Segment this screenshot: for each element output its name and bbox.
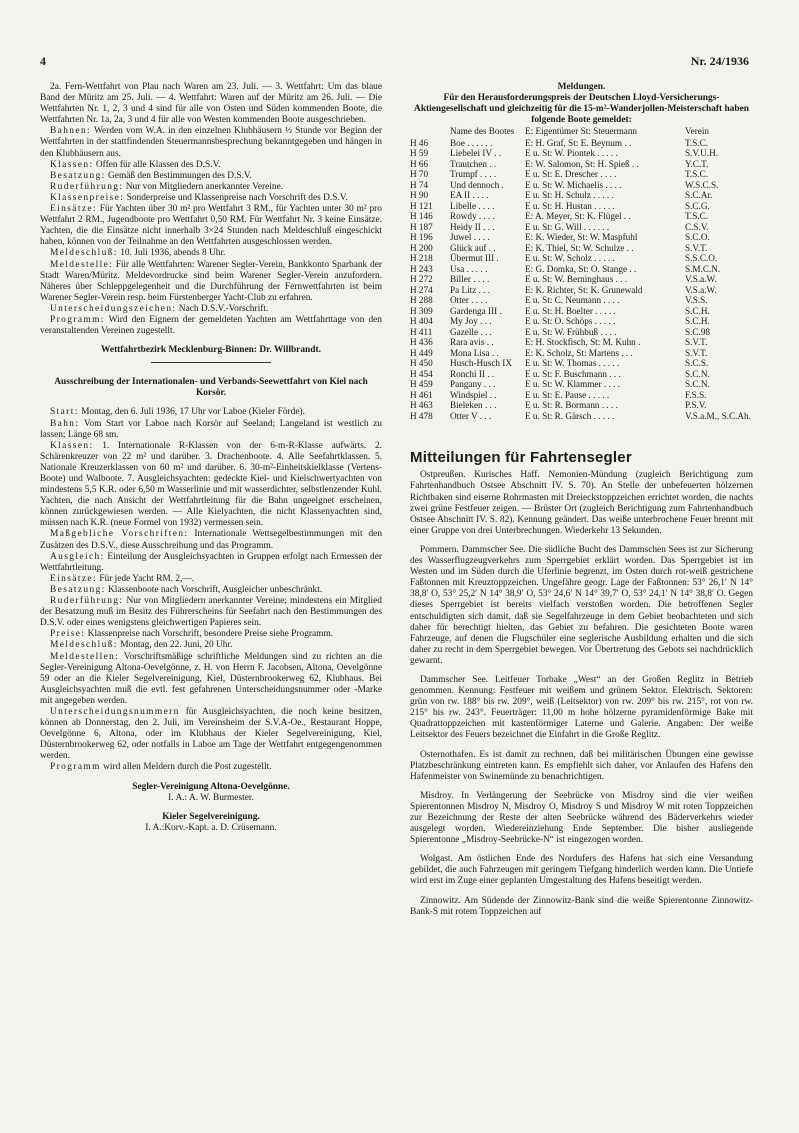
rule-item — [40, 552, 382, 574]
entry-row — [410, 411, 753, 422]
boat-name: Mona Lisa . . — [450, 347, 499, 358]
boat-name: Heidy II . . . — [450, 221, 495, 232]
rule-item — [40, 441, 382, 530]
rule-term: Bahn: — [50, 418, 80, 429]
rule-text: Vorschriftsmäßige schriftliche Meldungen sind zu richten an die Segler-Vereinigung Altona-Oevelgönne, z. H. von Herrn F. Jacobsen, Altona, Oevelgönne 59 oder an die Kieler Segelvereinigung, Kiel, Düsternbrookerweg 62, Klubhaus. Bei Ausgleichsyachten muß die evtl. fest gefahrenen Unterscheidungsnummer oder -Marke mit angegeben werden. — [40, 651, 382, 706]
crew: E u. St: R. Bormann . . . . — [525, 400, 618, 411]
rule-item — [40, 652, 382, 707]
rule-text: Offen für alle Klassen des D.S.V. — [93, 159, 221, 170]
boat-name: Biller . . . . — [450, 274, 490, 285]
club: S.S.C.O. — [685, 253, 718, 264]
rule-term: Unterscheidungszeichen: — [50, 303, 177, 314]
sail-number: H 436 — [410, 337, 433, 348]
kiel-title: Ausschreibung der Internationalen- und Verbands-Seewettfahrt von Kiel nach Korsör. — [54, 377, 368, 399]
club: Y.C.T. — [685, 158, 709, 169]
crew: E: H. Stockfisch, St: M. Kuhn . — [525, 337, 641, 348]
entry-row — [410, 232, 753, 243]
rule-text: Nach D.S.V.-Vorschrift. — [176, 303, 269, 314]
sail-number: H 404 — [410, 316, 433, 327]
rule-term: Unterscheidungsnummern — [50, 706, 180, 717]
boat-name: Otter V . . . — [450, 410, 492, 421]
rule-item — [40, 574, 382, 585]
club: C.S.V. — [685, 221, 709, 232]
rule-term: Einsätze: — [50, 204, 97, 215]
crew: E u. St: W. Berninghaus . . . — [525, 274, 628, 285]
entry-row — [410, 159, 753, 170]
crew: E: K. Wieder, St: W. Maspfuhl — [525, 232, 638, 243]
rule-item — [40, 182, 382, 193]
crew: E u. St: R. Gärsch . . . . . — [525, 410, 615, 421]
sail-number: H 272 — [410, 274, 433, 285]
rule-text: Montag, den 22. Juni, 20 Uhr. — [117, 640, 233, 651]
club: S.C.H. — [685, 305, 710, 316]
regatta-rules-2 — [40, 407, 382, 773]
boat-name: Otter . . . . — [450, 295, 488, 306]
rule-term: Klassen: — [50, 440, 94, 451]
sail-number: H 463 — [410, 400, 433, 411]
entry-row — [410, 390, 753, 401]
rule-term: Bahnen: — [50, 126, 92, 137]
crew: E: G. Domka, St: O. Stange . . — [525, 263, 637, 274]
entry-row — [410, 264, 753, 275]
meldungen-intro: Für den Herausforderungspreis der Deutschen Lloyd-Versicherungs-Aktiengesellschaft und gleichzeitig für die 15-m²-Wanderjollen-Meisterschaft haben folgende Boote gemeldet: — [414, 93, 749, 126]
entry-row — [410, 243, 753, 254]
rule-text: Klassenpreise nach Vorschrift, besondere Preise siehe Programm. — [85, 629, 334, 640]
entry-row — [410, 295, 753, 306]
crew: E: H. Graf, St: E. Beynum . . — [525, 137, 632, 148]
rule-text: Vom Start vor Laboe nach Korsör auf Seeland; Langeland ist westlich zu lassen; Länge 68 sm. — [40, 418, 382, 440]
entry-row — [410, 327, 753, 338]
sail-number: H 74 — [410, 179, 429, 190]
rule-item — [40, 585, 382, 596]
boat-name: Gazelle . . . — [450, 326, 492, 337]
signature-name-2: I. A.:Korv.-Kapt. a. D. Crüsemann. — [145, 822, 277, 833]
crew: E: K. Thiel, St: W. Schulze . . — [525, 242, 634, 253]
notice-wolgast: Wolgast. Am östlichen Ende des Nordufers des Hafens hat sich eine Versandung gebildet, die auch Fahrzeugen mit geringem Tiefgang hinderlich werden kann. Die Untiefe wird erst im Zuge einer geplanten Umgestaltung des Hafens beseitigt werden. — [410, 854, 753, 887]
club: P.S.V. — [685, 400, 707, 411]
rule-term: Meldeschluß: — [50, 248, 118, 259]
rule-text: Gemäß den Bestimmungen des D.S.V. — [105, 170, 252, 181]
rule-text: Klassenboote nach Vorschrift, Ausgleicher unbeschränkt. — [105, 584, 323, 595]
rule-item — [40, 419, 382, 441]
entry-row — [410, 358, 753, 369]
boat-name: Husch-Husch IX — [450, 358, 513, 369]
club: T.S.C. — [685, 211, 709, 222]
crew: E u. St: G. Will . . . . . . — [525, 221, 610, 232]
boat-name: Libelle . . . . — [450, 200, 495, 211]
club: S.C.Ar. — [685, 190, 713, 201]
rule-text: 1. Internationale R-Klassen von der 6-m-R-Klasse aufwärts. 2. Schärenkreuzer von 22 m² und darüber. 3. Drachenboote. 4. Alle Seefahrtklassen. 5. Nationale Kreuzerklassen von 60 m² und darüber. 6. 30-m²-Einheitskielklasse (Vertens-Boote) und Walboote. 7. Ausgleichsyachten: gedeckte Kiel- und Kielschwertyachten von mindestens 5,5 K.R. oder 6,50 m Wasserlinie und mit wasserdichter, selbstlenzender Kuhl. Yachten, die nach Ansicht der Wettfahrtleitung für die Bahn ungeeignet erscheinen, können zurückgewiesen werden. — Alle Kielyachten, die nicht Klassenyachten sind, müssen nach K.R. (neue Formel von 1932) vermessen sein. — [40, 440, 382, 529]
entry-row — [410, 306, 753, 317]
sail-number: H 59 — [410, 148, 429, 159]
crew: E u. St: E. Pause . . . . . — [525, 389, 610, 400]
crew: E u. St: H. Schulz . . . . . — [525, 190, 614, 201]
boat-name: Rowdy . . . . — [450, 211, 495, 222]
sail-number: H 288 — [410, 295, 433, 306]
rule-text: 10. Juli 1936, abends 8 Uhr. — [117, 248, 226, 259]
rule-term: Ausgleich: — [50, 551, 105, 562]
crew: E u. St: W. Thomas . . . . . — [525, 358, 620, 369]
sail-number: H 243 — [410, 263, 433, 274]
rule-term: Besatzung: — [50, 584, 106, 595]
crew: E: K. Richter, St: K. Grunewald — [525, 284, 643, 295]
rule-term: Meldestellen: — [50, 651, 120, 662]
club: S.V.T. — [685, 337, 708, 348]
entry-row — [410, 169, 753, 180]
crew: E u. St: W. Klammer . . . . — [525, 379, 620, 390]
rule-item — [40, 629, 382, 640]
rule-item — [40, 160, 382, 171]
entry-row — [410, 316, 753, 327]
sail-number: H 274 — [410, 284, 433, 295]
rule-item — [40, 304, 382, 315]
crew: E u. St: W. Piontek . . . . . — [525, 148, 618, 159]
sail-number: H 121 — [410, 200, 433, 211]
entry-row — [410, 348, 753, 359]
rule-term: Meldeschluß: — [50, 640, 118, 651]
sail-number: H 46 — [410, 137, 429, 148]
notice-zinnowitz: Zinnowitz. Am Südende der Zinnowitz-Bank sind die weiße Spierentonne Zinnowitz-Bank-S mit rotem Toppzeichen auf — [410, 895, 753, 917]
club: S.C.O. — [685, 232, 710, 243]
rule-item — [40, 596, 382, 629]
rule-text: wird allen Meldern durch die Post zugestellt. — [100, 762, 272, 773]
signature-org-2: Kieler Segelvereinigung. — [162, 811, 260, 822]
signature-org-1: Segler-Vereinigung Altona-Oevelgönne. — [132, 781, 290, 792]
boat-name: Usa . . . . . — [450, 263, 488, 274]
sail-number: H 478 — [410, 410, 433, 421]
rule-term: Meldestelle: — [50, 259, 114, 270]
rule-term: Programm — [50, 762, 101, 773]
rule-term: Ruderführung: — [50, 181, 124, 192]
crew: E u. St: H. Hustan . . . . . — [525, 200, 615, 211]
district-line: Wettfahrtbezirk Mecklenburg-Binnen: Dr. Willbrandt. — [101, 345, 321, 356]
boat-name: Und dennoch . — [450, 179, 504, 190]
boat-name: Juwel . . . . — [450, 232, 490, 243]
sail-number: H 461 — [410, 389, 433, 400]
rule-item — [40, 762, 382, 773]
club: S.C.98 — [685, 326, 711, 337]
club: S.C.S. — [685, 358, 709, 369]
club: S.V.T. — [685, 347, 708, 358]
club: S.V.T. — [685, 242, 708, 253]
boat-name: Boe . . . . . . — [450, 137, 493, 148]
sail-number: H 146 — [410, 211, 433, 222]
club: S.C.G. — [685, 200, 710, 211]
crew: E u. St: W. Michaelis . . . . — [525, 179, 622, 190]
club: V.S.a.W. — [685, 284, 717, 295]
entries-table — [410, 126, 753, 421]
rule-text: Für jede Yacht RM. 2,—. — [96, 573, 195, 584]
rule-item — [40, 315, 382, 337]
rule-term: Ruderführung: — [50, 596, 124, 607]
notice-dammscher-see: Dammscher See. Leitfeuer Torbake „West“ an der Großen Reglitz in Betrieb genommen. Kennung: Festfeuer mit weißem und grünem Sektor. Elektrisch. Sektoren: grün von rw. 188° bis rw. 209°, weiß (Leitsektor) von rw. 209° bis rw. 215°, rot von rw. 215° bis rw. 243°. Feuerträger: 11,00 m hohe hölzerne pyramidenförmige Bake mit Quadrattoppzeichen mit kastenförmiger Laterne und Galerie. Angaben: Der weiße Leitsektor des Feuers bezeichnet die Einfahrt in die Große Reglitz. — [410, 674, 753, 741]
sail-number: H 90 — [410, 190, 429, 201]
rule-term: Besatzung: — [50, 170, 106, 181]
club: V.S.S. — [685, 295, 708, 306]
boat-name: My Joy . . . — [450, 316, 492, 327]
club: W.S.C.S. — [685, 179, 719, 190]
entry-row — [410, 285, 753, 296]
crew: E u. St: O. Schöps . . . . . — [525, 316, 616, 327]
rule-item — [40, 248, 382, 259]
rule-term: Programm: — [50, 314, 105, 325]
right-column — [410, 82, 753, 918]
boat-name: Gardenga III . — [450, 305, 502, 316]
crew: E u. St: W. Frühbuß . . . . — [525, 326, 617, 337]
rule-item — [40, 204, 382, 248]
sail-number: H 187 — [410, 221, 433, 232]
entry-row — [410, 379, 753, 390]
boat-name: Liebelei IV . . — [450, 148, 502, 159]
boat-name: Ronchi II . . — [450, 368, 495, 379]
notice-ostpreussen: Ostpreußen. Kurisches Haff. Nemonien-Mündung (zugleich Berichtigung zum Fahrtenhandbuch Ostsee Abschnitt IV. S. 70). An Stelle der unbefeuerten hölzernen Richtbaken sind eiserne Rohrmasten mit Dreieckstoppzeichen errichtet worden, die nachts zwei grüne Festfeuer zeigen. — Brüster Ort (zugleich Berichtigung zum Fahrtenhandbuch Ostsee Abschnitt IV. S. 82). Kennung geändert. Das weiße unterbrochene Feuer brennt mit einer Gruppe von drei Unterbrechungen. Wiederkehr 13 Sekunden. — [410, 470, 753, 536]
rule-item — [40, 171, 382, 182]
club: T.S.C. — [685, 137, 709, 148]
sail-number: H 218 — [410, 253, 433, 264]
rule-term: Klassen: — [50, 159, 94, 170]
entry-row — [410, 211, 753, 222]
crew: E: A. Meyer, St: K. Flügel . . — [525, 211, 631, 222]
sail-number: H 70 — [410, 169, 429, 180]
crew: E u. St: C. Neumann . . . . — [525, 295, 620, 306]
rule-term: Maßgebliche Vorschriften: — [50, 529, 189, 540]
crew: E u. St: E. Drescher . . . . — [525, 169, 617, 180]
crew: E: W. Salomon, St: H. Spieß . . — [525, 158, 639, 169]
notice-osternothafen: Osternothafen. Es ist damit zu rechnen, daß bei militärischen Übungen eine gewisse Platzbeschränkung eintreten kann. Es empfiehlt sich daher, vor Anlaufen des Hafens den Hafenmeister von Swinemünde zu benachrichtigen. — [410, 749, 753, 782]
rule-item — [40, 407, 382, 418]
col-header-crew: E: Eigentümer St: Steuermann — [525, 126, 638, 137]
entry-row — [410, 222, 753, 233]
rule-item — [40, 529, 382, 551]
club: T.S.C. — [685, 169, 709, 180]
signature-name-1: I. A.: A. W. Burmester. — [168, 792, 254, 803]
crew: E u. St: W. Scholz . . . . . — [525, 253, 615, 264]
rule-text: Nur von Mitgliedern anerkannter Vereine. — [123, 181, 284, 192]
entry-row — [410, 337, 753, 348]
boat-name: Pangany . . . — [450, 379, 496, 390]
rule-item — [40, 707, 382, 762]
rule-text: Montag, den 6. Juli 1936, 17 Uhr vor Laboe (Kieler Förde). — [78, 407, 305, 418]
notice-misdroy: Misdroy. In Verlängerung der Seebrücke von Misdroy sind die vier weißen Spierentonnen Misdroy N, Misdroy O, Misdroy S und Misdroy W mit roten Toppzeichen zur Bezeichnung der Reste der alten Seebrücke während des Bäderverkehrs wieder ausgelegt worden. Wiedereinziehung Ende September. Die bisher ausliegende Spierentonne „Misdroy-Seebrücke-N“ ist eingezogen worden. — [410, 790, 753, 846]
notice-pommern: Pommern. Dammscher See. Die südliche Bucht des Dammschen Sees ist zur Sicherung des Wasserflugzeugverkehrs zum Sperrgebiet erklärt worden. Das Sperrgebiet ist im Westen und im Süden durch die Uferlinie begrenzt, im Osten durch rot-weiß gestrichene Faßtonnen mit Kreuztoppzeichen. Ungefähre geogr. Lage der Faßtonnen: 53° 26,1′ N 14° 38,8′ O, 53° 25,2′ N 14° 38,9′ O, 53° 24,6′ N 14° 39,7′ O, 53° 24,1′ N 14° 38,8′ O. Gegen dieses Sperrgebiet ist bereits vielfach verstoßen worden. Die betroffenen Segler entschuldigten sich damit, daß sie Segelfahrzeuge in dem Gebiet beobachteten und sich daher für berechtigt hielten, das Gebiet zu befahren. Die gesichteten Boote waren Fahrzeuge, auf denen die Flugschüler eine seglerische Ausbildung erhalten und die sich daher zu recht in dem Sperrgebiet bewegen. Vor Übertretung des Gebots sei nachdrücklich gewarnt. — [410, 544, 753, 666]
rule-item — [40, 126, 382, 159]
crew: E u. St: F. Buschmann . . . — [525, 368, 621, 379]
crew: E: K. Scholz, St: Martens . . . — [525, 347, 633, 358]
entry-row — [410, 201, 753, 212]
sail-number: H 200 — [410, 242, 433, 253]
rule-text: für Ausgleichsyachten, die noch keine besitzen, können ab Donnerstag, den 2. Juli, im Vereinsheim der S.V.A-Oe., Restaurant Hoppe, Oevelgönne 6, Altona, oder im Klubhaus der Kieler Segelvereinigung, Kiel, Düsternbrookerweg 62, oder notfalls in Laboe am Tage der Wettfahrt entgegengenommen werden. — [40, 706, 382, 762]
sail-number: H 454 — [410, 368, 433, 379]
club: S.C.N. — [685, 368, 710, 379]
entry-row — [410, 400, 753, 411]
rule-term: Start: — [50, 407, 79, 418]
meldungen-title: Meldungen. — [557, 82, 606, 92]
crew: E u. St: H. Boelter . . . . . — [525, 305, 616, 316]
rule-item — [40, 260, 382, 304]
divider — [151, 362, 271, 363]
boat-name: Glück auf . . — [450, 242, 496, 253]
club: S.M.C.N. — [685, 263, 721, 274]
sail-number: H 196 — [410, 232, 433, 243]
col-header-club: Verein — [685, 126, 709, 137]
rule-term: Einsätze: — [50, 573, 97, 584]
boat-name: Pa Litz . . . — [450, 284, 491, 295]
section-title: Mitteilungen für Fahrtensegler — [410, 449, 632, 467]
rule-text: Für Yachten über 30 m² pro Wettfahrt 3 RM., für Yachten unter 30 m² pro Wettfahrt 2 RM., Jugendboote pro Wettfahrt 0,50 RM. Für Wettfahrt Nr. 3 keine Einsätze. Yachten, die die Einsätze nicht innerhalb 3×24 Stunden nach Meldeschluß eingeschickt haben, können von der Teilnahme an den Wettfahrten ausgeschlossen werden. — [40, 204, 382, 248]
rule-item — [40, 193, 382, 204]
boat-name: Trumpf . . . . — [450, 169, 497, 180]
boat-name: Trautchen . . — [450, 158, 497, 169]
boat-name: Rara avis . . — [450, 337, 494, 348]
issue-number: Nr. 24/1936 — [690, 54, 749, 68]
sail-number: H 450 — [410, 358, 433, 369]
col-header-boat: Name des Bootes — [450, 126, 515, 137]
sail-number: H 309 — [410, 305, 433, 316]
boat-name: Übermut III . — [450, 253, 499, 264]
rule-term: Preise: — [50, 629, 86, 640]
left-column — [40, 82, 382, 834]
entry-row — [410, 253, 753, 264]
entry-row — [410, 138, 753, 149]
boat-name: EA II . . . . — [450, 190, 489, 201]
club: S.C.H. — [685, 316, 710, 327]
club: V.S.a.W. — [685, 274, 717, 285]
regatta-rules-1 — [40, 126, 382, 337]
club: F.S.S. — [685, 389, 707, 400]
boat-name: Windspiel . . — [450, 389, 497, 400]
rule-text: Sonderpreise und Klassenpreise nach Vorschrift des D.S.V. — [124, 192, 348, 203]
rule-text: Nur von Mitgliedern anerkannter Vereine; mindestens ein Mitglied der Besatzung muß im Besitz des Führerscheins für Seefahrt nach den Bestimmungen des D.S.V. oder eines wenigstens gleichwertigen Papieres sein. — [40, 596, 382, 629]
club: S.C.N. — [685, 379, 710, 390]
rule-text: Für alle Wettfahrten: Warener Segler-Verein, Bankkonto Sparbank der Stadt Waren/Müritz. Meldevordrucke sind beim Warener Segler-Verein anzufordern. Näheres über Schleppgelegenheit und die Durchführung der Fernwettfahrten ist beim Warener Segler-Verein resp. beim Fürstenberger Yacht-Club zu erfahren. — [40, 259, 382, 303]
boat-name: Bieleken . . . — [450, 400, 497, 411]
sail-number: H 66 — [410, 158, 429, 169]
entries-header-row — [410, 126, 753, 138]
rule-text: Wird den Eignern der gemeldeten Yachten am Wettfahrttage von den veranstaltenden Vereinen zugestellt. — [40, 314, 382, 337]
entry-row — [410, 274, 753, 285]
club: V.S.a.M., S.C.Ah. — [685, 410, 751, 421]
entry-row — [410, 190, 753, 201]
rule-term: Klassenpreise: — [50, 192, 125, 203]
rule-text: Einteilung der Ausgleichsyachten in Gruppen erfolgt nach Ermessen der Wettfahrtleitung. — [40, 551, 382, 573]
rule-item — [40, 640, 382, 651]
entry-row — [410, 369, 753, 380]
sail-number: H 449 — [410, 347, 433, 358]
entry-row — [410, 180, 753, 191]
sail-number: H 411 — [410, 326, 433, 337]
entry-row — [410, 148, 753, 159]
page-number: 4 — [40, 54, 46, 68]
club: S.V.U.H. — [685, 148, 719, 159]
sail-number: H 459 — [410, 379, 433, 390]
intro-paragraph: 2a. Fern-Wettfahrt von Plau nach Waren am 23. Juli. — 3. Wettfahrt: Um das blaue Band der Müritz am 25. Juli. — 4. Wettfahrt: Waren auf der Müritz am 26. Juli. — Die Wettfahrten Nr. 1, 2, 3 und 4 sind für alle von Osten und Süden kommenden Boote, die Wettfahrten Nr. 1a, 2a, 3 und 4 für alle von Westen kommenden Boote ausgeschrieben. — [40, 82, 382, 126]
rule-text: Werden vom W.A. in den einzelnen Klubhäusern ½ Stunde vor Beginn der Wettfahrten in der stattfindenden Steuermannsbesprechung bekanntgegeben und hängen in den Klubhäusern aus. — [40, 126, 382, 159]
rule-text: Internationale Wettsegelbestimmungen mit den Zusätzen des D.S.V., diese Ausschreibung und das Programm. — [40, 529, 383, 551]
